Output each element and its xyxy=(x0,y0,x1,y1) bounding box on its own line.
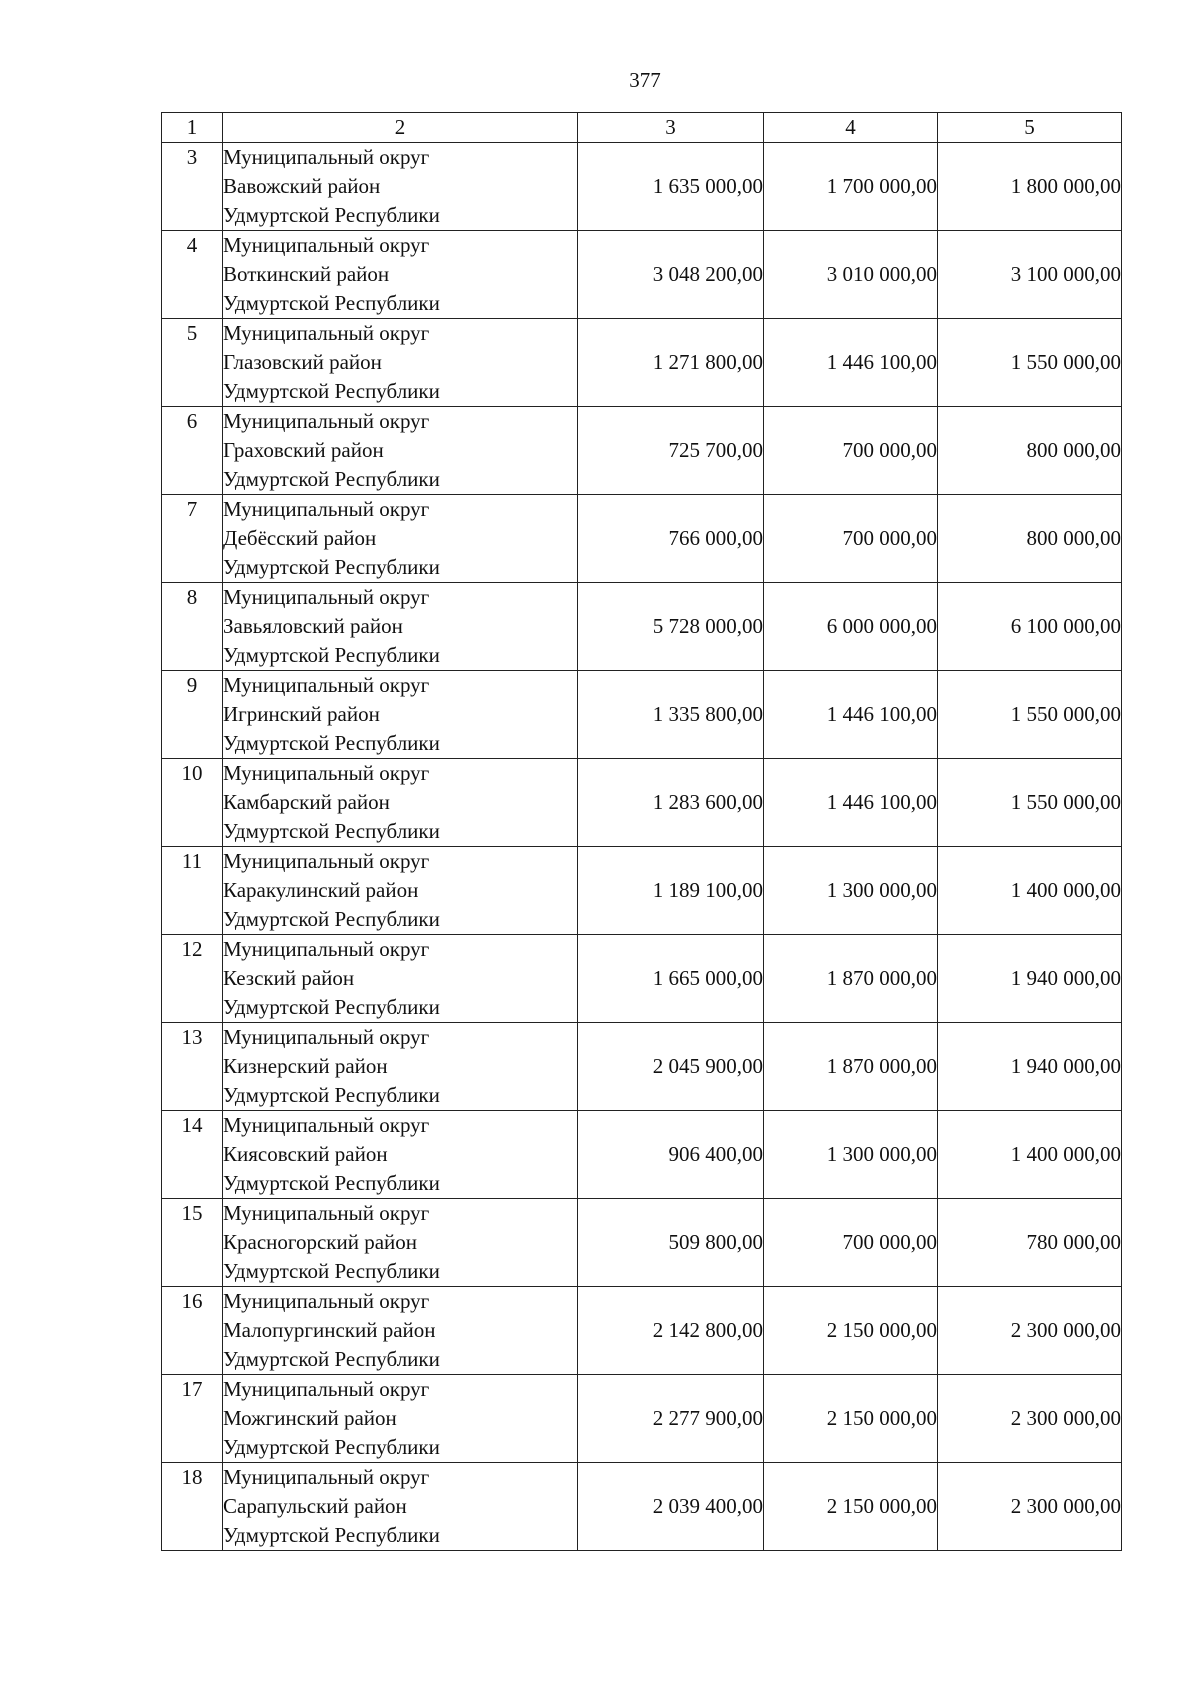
name-line-1: Муниципальный округ xyxy=(223,1113,430,1137)
name-line-3: Удмуртской Республики xyxy=(223,643,440,667)
amount-col-4: 1 300 000,00 xyxy=(764,1111,938,1199)
name-line-2: Глазовский район xyxy=(223,350,382,374)
budget-table xyxy=(161,112,1122,1551)
amount-col-4: 700 000,00 xyxy=(764,495,938,583)
amount-col-5: 800 000,00 xyxy=(938,407,1122,495)
name-line-3: Удмуртской Республики xyxy=(223,555,440,579)
table-row xyxy=(162,671,1122,759)
name-line-3: Удмуртской Республики xyxy=(223,995,440,1019)
column-header-1: 1 xyxy=(162,113,223,143)
name-line-3: Удмуртской Республики xyxy=(223,1171,440,1195)
column-header-3: 3 xyxy=(578,113,764,143)
amount-col-3: 725 700,00 xyxy=(578,407,764,495)
amount-col-4: 6 000 000,00 xyxy=(764,583,938,671)
name-line-1: Муниципальный округ xyxy=(223,761,430,785)
table-row xyxy=(162,1463,1122,1551)
amount-col-4: 1 870 000,00 xyxy=(764,935,938,1023)
row-number: 11 xyxy=(162,847,223,935)
municipality-name xyxy=(223,1375,578,1463)
municipality-name xyxy=(223,407,578,495)
amount-col-5: 1 550 000,00 xyxy=(938,671,1122,759)
row-number: 14 xyxy=(162,1111,223,1199)
municipality-name xyxy=(223,231,578,319)
amount-col-5: 1 940 000,00 xyxy=(938,935,1122,1023)
table-row xyxy=(162,319,1122,407)
table-row xyxy=(162,847,1122,935)
municipality-name xyxy=(223,1111,578,1199)
table-row xyxy=(162,495,1122,583)
name-line-2: Воткинский район xyxy=(223,262,390,286)
amount-col-3: 1 189 100,00 xyxy=(578,847,764,935)
name-line-2: Киясовский район xyxy=(223,1142,388,1166)
amount-col-3: 766 000,00 xyxy=(578,495,764,583)
name-line-1: Муниципальный округ xyxy=(223,1025,430,1049)
name-line-2: Красногорский район xyxy=(223,1230,418,1254)
name-line-2: Кезский район xyxy=(223,966,355,990)
amount-col-4: 2 150 000,00 xyxy=(764,1463,938,1551)
row-number: 13 xyxy=(162,1023,223,1111)
amount-col-4: 1 700 000,00 xyxy=(764,143,938,231)
name-line-3: Удмуртской Республики xyxy=(223,203,440,227)
name-line-1: Муниципальный округ xyxy=(223,849,430,873)
amount-col-3: 1 271 800,00 xyxy=(578,319,764,407)
name-line-1: Муниципальный округ xyxy=(223,1377,430,1401)
amount-col-4: 1 300 000,00 xyxy=(764,847,938,935)
name-line-2: Завьяловский район xyxy=(223,614,403,638)
name-line-3: Удмуртской Республики xyxy=(223,731,440,755)
column-header-4: 4 xyxy=(764,113,938,143)
name-line-3: Удмуртской Республики xyxy=(223,1435,440,1459)
row-number: 9 xyxy=(162,671,223,759)
row-number: 18 xyxy=(162,1463,223,1551)
amount-col-4: 1 446 100,00 xyxy=(764,759,938,847)
name-line-3: Удмуртской Республики xyxy=(223,467,440,491)
row-number: 17 xyxy=(162,1375,223,1463)
municipality-name xyxy=(223,143,578,231)
amount-col-5: 6 100 000,00 xyxy=(938,583,1122,671)
table-row xyxy=(162,1375,1122,1463)
municipality-name xyxy=(223,759,578,847)
name-line-2: Граховский район xyxy=(223,438,384,462)
amount-col-3: 3 048 200,00 xyxy=(578,231,764,319)
name-line-1: Муниципальный округ xyxy=(223,321,430,345)
amount-col-3: 1 335 800,00 xyxy=(578,671,764,759)
table-row xyxy=(162,1023,1122,1111)
table-row xyxy=(162,583,1122,671)
row-number: 3 xyxy=(162,143,223,231)
table-row xyxy=(162,935,1122,1023)
amount-col-4: 1 446 100,00 xyxy=(764,319,938,407)
name-line-3: Удмуртской Республики xyxy=(223,379,440,403)
table-row xyxy=(162,143,1122,231)
name-line-2: Малопургинский район xyxy=(223,1318,436,1342)
name-line-1: Муниципальный округ xyxy=(223,937,430,961)
amount-col-3: 2 045 900,00 xyxy=(578,1023,764,1111)
table-row xyxy=(162,1199,1122,1287)
name-line-2: Игринский район xyxy=(223,702,380,726)
name-line-2: Дебёсский район xyxy=(223,526,377,550)
name-line-1: Муниципальный округ xyxy=(223,585,430,609)
municipality-name xyxy=(223,583,578,671)
table-row xyxy=(162,759,1122,847)
amount-col-4: 2 150 000,00 xyxy=(764,1375,938,1463)
amount-col-5: 1 940 000,00 xyxy=(938,1023,1122,1111)
row-number: 10 xyxy=(162,759,223,847)
amount-col-3: 2 142 800,00 xyxy=(578,1287,764,1375)
municipality-name xyxy=(223,1463,578,1551)
row-number: 15 xyxy=(162,1199,223,1287)
municipality-name xyxy=(223,1199,578,1287)
amount-col-5: 1 400 000,00 xyxy=(938,1111,1122,1199)
amount-col-3: 2 277 900,00 xyxy=(578,1375,764,1463)
row-number: 16 xyxy=(162,1287,223,1375)
row-number: 7 xyxy=(162,495,223,583)
amount-col-5: 2 300 000,00 xyxy=(938,1287,1122,1375)
name-line-2: Вавожский район xyxy=(223,174,381,198)
amount-col-4: 2 150 000,00 xyxy=(764,1287,938,1375)
amount-col-4: 700 000,00 xyxy=(764,1199,938,1287)
municipality-name xyxy=(223,495,578,583)
amount-col-3: 1 635 000,00 xyxy=(578,143,764,231)
amount-col-3: 5 728 000,00 xyxy=(578,583,764,671)
name-line-1: Муниципальный округ xyxy=(223,233,430,257)
amount-col-5: 2 300 000,00 xyxy=(938,1375,1122,1463)
table-header-row xyxy=(162,113,1122,143)
name-line-2: Сарапульский район xyxy=(223,1494,407,1518)
name-line-1: Муниципальный округ xyxy=(223,1289,430,1313)
amount-col-4: 3 010 000,00 xyxy=(764,231,938,319)
amount-col-5: 780 000,00 xyxy=(938,1199,1122,1287)
page-number: 377 xyxy=(629,68,661,92)
column-header-2: 2 xyxy=(223,113,578,143)
amount-col-5: 2 300 000,00 xyxy=(938,1463,1122,1551)
amount-col-5: 3 100 000,00 xyxy=(938,231,1122,319)
table-row xyxy=(162,1111,1122,1199)
municipality-name xyxy=(223,319,578,407)
name-line-1: Муниципальный округ xyxy=(223,1201,430,1225)
name-line-2: Кизнерский район xyxy=(223,1054,388,1078)
amount-col-3: 509 800,00 xyxy=(578,1199,764,1287)
name-line-1: Муниципальный округ xyxy=(223,1465,430,1489)
amount-col-5: 800 000,00 xyxy=(938,495,1122,583)
name-line-2: Камбарский район xyxy=(223,790,390,814)
name-line-1: Муниципальный округ xyxy=(223,497,430,521)
row-number: 12 xyxy=(162,935,223,1023)
table-row xyxy=(162,407,1122,495)
row-number: 4 xyxy=(162,231,223,319)
amount-col-4: 1 446 100,00 xyxy=(764,671,938,759)
amount-col-4: 700 000,00 xyxy=(764,407,938,495)
name-line-3: Удмуртской Республики xyxy=(223,1083,440,1107)
name-line-3: Удмуртской Республики xyxy=(223,1523,440,1547)
table-row xyxy=(162,1287,1122,1375)
amount-col-3: 906 400,00 xyxy=(578,1111,764,1199)
amount-col-5: 1 550 000,00 xyxy=(938,759,1122,847)
municipality-name xyxy=(223,671,578,759)
table-row xyxy=(162,231,1122,319)
row-number: 5 xyxy=(162,319,223,407)
amount-col-3: 1 283 600,00 xyxy=(578,759,764,847)
amount-col-5: 1 400 000,00 xyxy=(938,847,1122,935)
name-line-2: Каракулинский район xyxy=(223,878,419,902)
name-line-3: Удмуртской Республики xyxy=(223,1259,440,1283)
name-line-1: Муниципальный округ xyxy=(223,145,430,169)
municipality-name xyxy=(223,1287,578,1375)
name-line-3: Удмуртской Республики xyxy=(223,819,440,843)
row-number: 6 xyxy=(162,407,223,495)
name-line-1: Муниципальный округ xyxy=(223,673,430,697)
amount-col-3: 2 039 400,00 xyxy=(578,1463,764,1551)
amount-col-5: 1 550 000,00 xyxy=(938,319,1122,407)
name-line-3: Удмуртской Республики xyxy=(223,291,440,315)
name-line-3: Удмуртской Республики xyxy=(223,1347,440,1371)
row-number: 8 xyxy=(162,583,223,671)
municipality-name xyxy=(223,847,578,935)
name-line-3: Удмуртской Республики xyxy=(223,907,440,931)
name-line-1: Муниципальный округ xyxy=(223,409,430,433)
municipality-name xyxy=(223,935,578,1023)
amount-col-4: 1 870 000,00 xyxy=(764,1023,938,1111)
municipality-name xyxy=(223,1023,578,1111)
amount-col-5: 1 800 000,00 xyxy=(938,143,1122,231)
column-header-5: 5 xyxy=(938,113,1122,143)
name-line-2: Можгинский район xyxy=(223,1406,397,1430)
amount-col-3: 1 665 000,00 xyxy=(578,935,764,1023)
